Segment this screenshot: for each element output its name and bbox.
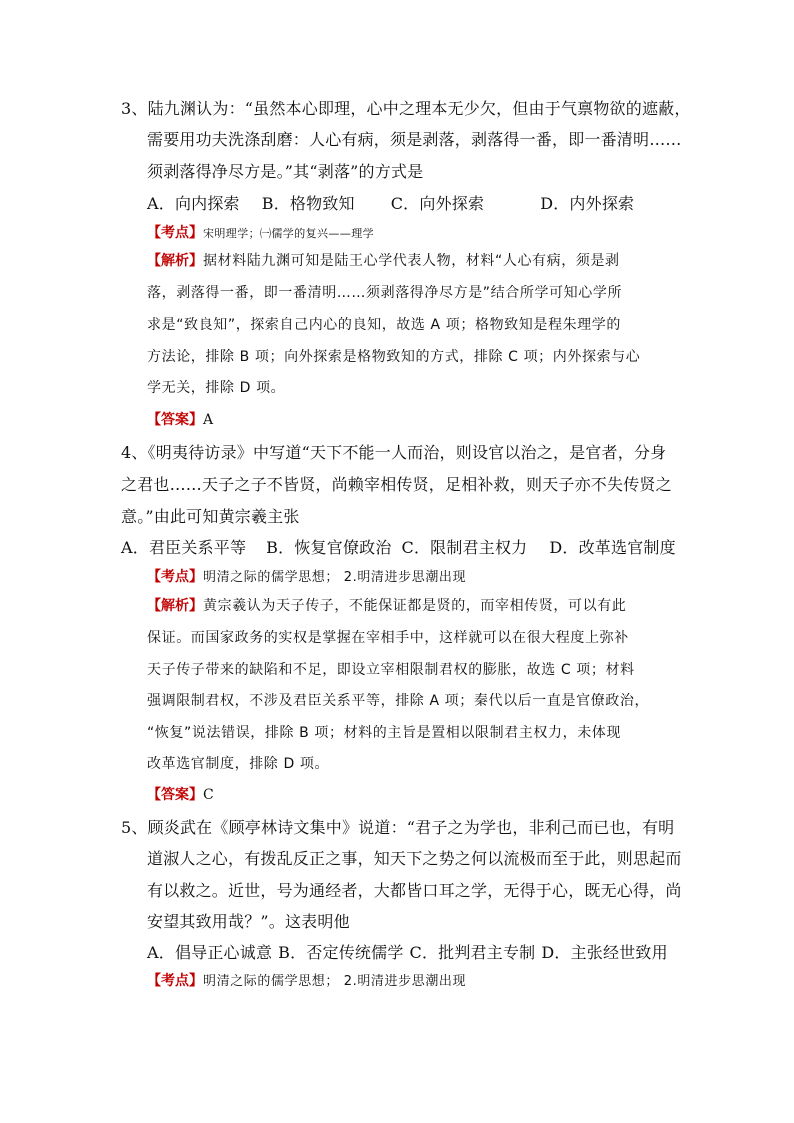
q5-stem-line-3: 有以救之。近世，号为通经者，大都皆口耳之学，无得于心，既无心得，尚 <box>147 881 682 900</box>
daan-label: 【答案】 <box>147 787 203 803</box>
q4-option-b: B．恢复官僚政治 <box>266 538 392 557</box>
q5-option-b: B．否定传统儒学 <box>278 943 404 962</box>
q4-option-d: D．改革选官制度 <box>549 538 676 557</box>
q3-option-c: C．向外探索 <box>390 194 485 213</box>
q3-kaodian <box>147 222 374 242</box>
q3-options <box>147 191 634 214</box>
q4-option-c: C．限制君主权力 <box>401 538 528 557</box>
q3-option-a: A．向内探索 <box>147 194 240 213</box>
kaodian-label: 【考点】 <box>147 569 203 585</box>
q4-jiexi-line-3: 天子传子带来的缺陷和不足，即设立宰相限制君权的膨胀，故选 C 项；材料 <box>147 662 635 678</box>
q4-jiexi-text-1: 黄宗羲认为天子传子，不能保证都是贤的，而宰相传贤，可以有此 <box>203 598 627 614</box>
q3-stem-line-3: 须剥落得净尽方是。”其“剥落”的方式是 <box>147 162 424 181</box>
q4-jiexi-line-1 <box>147 595 626 615</box>
q3-option-d: D．内外探索 <box>540 194 635 213</box>
q4-kaodian <box>147 566 466 586</box>
kaodian-label: 【考点】 <box>147 225 203 241</box>
q5-options <box>147 940 668 963</box>
q3-kaodian-text: 宋明理学；㈠儒学的复兴——理学 <box>203 227 374 240</box>
q5-option-a: A．倡导正心诚意 <box>147 943 273 962</box>
q3-jiexi-line-4: 方法论，排除 B 项；向外探索是格物致知的方式，排除 C 项；内外探索与心 <box>147 349 641 365</box>
q4-stem-line-2: 之君也……天子之子不皆贤，尚赖宰相传贤，足相补救，则天子亦不失传贤之 <box>121 475 672 494</box>
jiexi-label: 【解析】 <box>147 598 203 614</box>
q3-answer-value: A <box>203 412 214 428</box>
q3-jiexi-line-2: 落，剥落得一番，即一番清明……须剥落得净尽方是”结合所学可知心学所 <box>147 285 623 301</box>
q4-kaodian-text: 明清之际的儒学思想； 2.明清进步思潮出现 <box>203 570 467 585</box>
q4-stem-line-1: 4、《明夷待访录》中写道“天下不能一人而治，则设官以治之，是官者，分身 <box>121 443 667 462</box>
q3-jiexi-text-1: 据材料陆九渊可知是陆王心学代表人物，材料“人心有病，须是剥 <box>203 253 620 269</box>
q3-stem-line-2: 需要用功夫洗涤刮磨：人心有病，须是剥落，剥落得一番，即一番清明…… <box>147 130 682 149</box>
q5-option-d: D．主张经世致用 <box>541 943 668 962</box>
q4-answer <box>147 784 214 804</box>
q4-stem-line-3: 意。”由此可知黄宗羲主张 <box>121 507 300 526</box>
daan-label: 【答案】 <box>147 412 203 428</box>
q3-option-b: B．格物致知 <box>261 194 355 213</box>
q3-answer <box>147 409 213 429</box>
q5-stem-line-4: 安望其致用哉？”。这表明他 <box>147 912 350 931</box>
q4-jiexi-line-5: “恢复”说法错误，排除 B 项；材料的主旨是置相以限制君主权力，未体现 <box>147 725 622 741</box>
q4-answer-value: C <box>203 787 214 803</box>
q4-jiexi-line-4: 强调限制君权，不涉及君臣关系平等，排除 A 项；秦代以后一直是官僚政治， <box>147 693 650 709</box>
q5-kaodian <box>147 970 466 990</box>
kaodian-label: 【考点】 <box>147 973 203 989</box>
q4-options <box>121 535 676 558</box>
q4-option-a: A．君臣关系平等 <box>121 538 247 557</box>
q4-jiexi-line-6: 改革选官制度，排除 D 项。 <box>147 756 330 772</box>
q5-option-c: C．批判君主专制 <box>409 943 536 962</box>
q3-jiexi-line-5: 学无关，排除 D 项。 <box>147 380 286 396</box>
jiexi-label: 【解析】 <box>147 253 203 269</box>
q4-jiexi-line-2: 保证。而国家政务的实权是掌握在宰相手中，这样就可以在很大程度上弥补 <box>147 630 629 646</box>
q3-stem-line-1: 3、陆九渊认为：“虽然本心即理，心中之理本无少欠，但由于气禀物欲的遮蔽， <box>121 99 691 118</box>
q5-stem-line-1: 5、顾炎武在《顾亭林诗文集中》说道：“君子之为学也，非利己而已也，有明 <box>121 818 675 837</box>
q5-stem-line-2: 道淑人之心，有拨乱反正之事，知天下之势之何以流极而至于此，则思起而 <box>147 849 682 868</box>
q3-jiexi-line-3: 求是“致良知”，探索自己内心的良知，故选 A 项；格物致知是程朱理学的 <box>147 317 621 333</box>
q5-kaodian-text: 明清之际的儒学思想； 2.明清进步思潮出现 <box>203 974 467 989</box>
q3-jiexi-line-1 <box>147 250 620 270</box>
